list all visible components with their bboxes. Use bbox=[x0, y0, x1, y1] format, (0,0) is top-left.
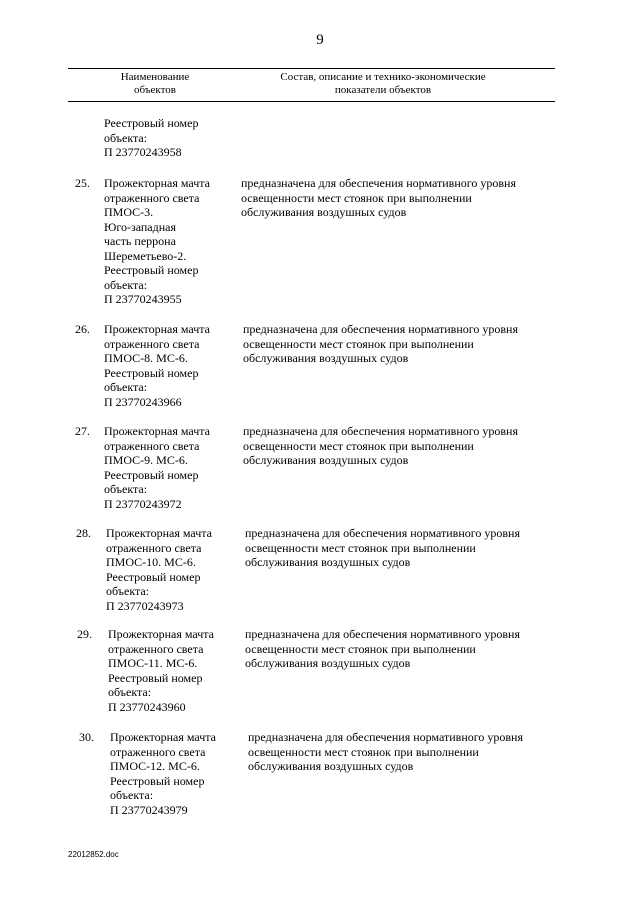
entry-name-line: П 23770243960 bbox=[108, 699, 186, 714]
entry-name-line: Реестровый номер bbox=[110, 773, 205, 788]
entry-name-line: Прожекторная мачта bbox=[108, 627, 214, 641]
entry-name bbox=[104, 322, 210, 409]
entry-description bbox=[248, 730, 523, 774]
entry-number: 29. bbox=[77, 627, 92, 641]
continuation-block bbox=[104, 116, 198, 160]
entry-name bbox=[108, 627, 214, 714]
entry-name-line: Прожекторная мачта bbox=[106, 526, 212, 540]
entry-number: 27. bbox=[75, 424, 90, 438]
entry-name-line: отраженного света bbox=[104, 336, 200, 351]
entry-name-line: Реестровый номер bbox=[104, 365, 199, 380]
continuation-line: объекта: bbox=[104, 130, 148, 145]
entry-description-line: освещенности мест стоянок при выполнении bbox=[248, 744, 479, 759]
entry-name-line: отраженного света bbox=[104, 438, 200, 453]
entry-description-line: освещенности мест стоянок при выполнении bbox=[243, 336, 474, 351]
entry-name-line: П 23770243973 bbox=[106, 598, 184, 613]
entry-description-line: предназначена для обеспечения нормативного уровня bbox=[248, 730, 523, 744]
entry-description bbox=[241, 176, 516, 220]
entry-description-line: предназначена для обеспечения нормативного уровня bbox=[245, 526, 520, 540]
entry-description-line: обслуживания воздушных судов bbox=[245, 656, 411, 670]
entry-name-line: отраженного света bbox=[110, 744, 206, 759]
entry-name-line: отраженного света bbox=[104, 190, 200, 205]
entry-description-line: обслуживания воздушных судов bbox=[245, 555, 411, 569]
entry-name-line: Реестровый номер bbox=[104, 467, 199, 482]
entry-name-line: объекта: bbox=[104, 482, 148, 496]
entry-name-line: ПМОС-9. МС-6. bbox=[104, 453, 188, 467]
entry-name-line: Прожекторная мачта bbox=[104, 424, 210, 438]
continuation-line: П 23770243958 bbox=[104, 145, 182, 159]
entry-name-line: Юго-западная bbox=[104, 219, 176, 234]
header-col1-line: объектов bbox=[134, 84, 176, 96]
entry-name-line: П 23770243966 bbox=[104, 394, 182, 409]
entry-description-line: предназначена для обеспечения нормативного уровня bbox=[245, 627, 520, 641]
entry-name-line: объекта: bbox=[108, 685, 152, 699]
entry-number: 28. bbox=[76, 526, 91, 540]
entry-name-line: П 23770243972 bbox=[104, 496, 182, 511]
entry-name-line: Прожекторная мачта bbox=[110, 730, 216, 744]
entry-name-line: П 23770243979 bbox=[110, 802, 188, 817]
entry-name-line: Реестровый номер bbox=[104, 263, 199, 277]
table-header bbox=[68, 68, 555, 102]
entry-description-line: предназначена для обеспечения нормативного уровня bbox=[243, 322, 518, 336]
entry-name-line: ПМОС-12. МС-6. bbox=[110, 759, 200, 773]
entry-name bbox=[106, 526, 212, 613]
entry-number: 26. bbox=[75, 322, 90, 336]
entry-description-line: освещенности мест стоянок при выполнении bbox=[245, 641, 476, 656]
entry-name-line: Реестровый номер bbox=[106, 569, 201, 584]
entry-name-line: объекта: bbox=[104, 277, 148, 292]
entry-description-line: обслуживания воздушных судов bbox=[241, 205, 407, 219]
entry-name-line: отраженного света bbox=[106, 540, 202, 555]
header-col1-line: Наименование bbox=[120, 71, 190, 83]
header-col2-line: показатели объектов bbox=[334, 84, 432, 96]
entry-name-line: объекта: bbox=[110, 788, 154, 802]
entry-name bbox=[110, 730, 216, 817]
entry-name-line: Шереметьево-2. bbox=[104, 248, 187, 263]
entry-name bbox=[104, 424, 210, 511]
entry-description-line: обслуживания воздушных судов bbox=[243, 453, 409, 467]
entry-description bbox=[243, 424, 518, 468]
entry-name bbox=[104, 176, 210, 307]
entry-description-line: освещенности мест стоянок при выполнении bbox=[243, 438, 474, 453]
header-objects-name bbox=[100, 71, 210, 97]
entry-name-line: ПМОС-10. МС-6. bbox=[106, 555, 196, 569]
entry-name-line: П 23770243955 bbox=[104, 292, 182, 306]
entry-name-line: Прожекторная мачта bbox=[104, 176, 210, 190]
entry-number: 25. bbox=[75, 176, 90, 190]
entry-name-line: Реестровый номер bbox=[108, 670, 203, 685]
entry-description-line: обслуживания воздушных судов bbox=[243, 351, 409, 365]
document-filename: 22012852.doc bbox=[68, 850, 119, 859]
continuation-line: Реестровый номер bbox=[104, 116, 199, 130]
entry-description-line: предназначена для обеспечения нормативного уровня bbox=[243, 424, 518, 438]
entry-description-line: предназначена для обеспечения нормативного уровня bbox=[241, 176, 516, 190]
entry-description-line: обслуживания воздушных судов bbox=[248, 759, 414, 773]
entry-name-line: отраженного света bbox=[108, 641, 204, 656]
entry-description-line: освещенности мест стоянок при выполнении bbox=[245, 540, 476, 555]
entry-description-line: освещенности мест стоянок при выполнении bbox=[241, 190, 472, 205]
entry-name-line: объекта: bbox=[104, 380, 148, 394]
page-number: 9 bbox=[316, 32, 324, 48]
header-col2-line: Состав, описание и технико-экономические bbox=[280, 71, 486, 83]
entry-name-line: ПМОС-3. bbox=[104, 205, 154, 219]
entry-number: 30. bbox=[79, 730, 94, 744]
entry-description bbox=[245, 526, 520, 570]
entry-name-line: объекта: bbox=[106, 584, 150, 598]
entry-description bbox=[243, 322, 518, 366]
entry-name-line: ПМОС-8. МС-6. bbox=[104, 351, 188, 365]
entry-name-line: Прожекторная мачта bbox=[104, 322, 210, 336]
entry-description bbox=[245, 627, 520, 671]
entry-name-line: часть перрона bbox=[104, 234, 176, 248]
entry-name-line: ПМОС-11. МС-6. bbox=[108, 656, 198, 670]
header-objects-description bbox=[233, 71, 533, 97]
